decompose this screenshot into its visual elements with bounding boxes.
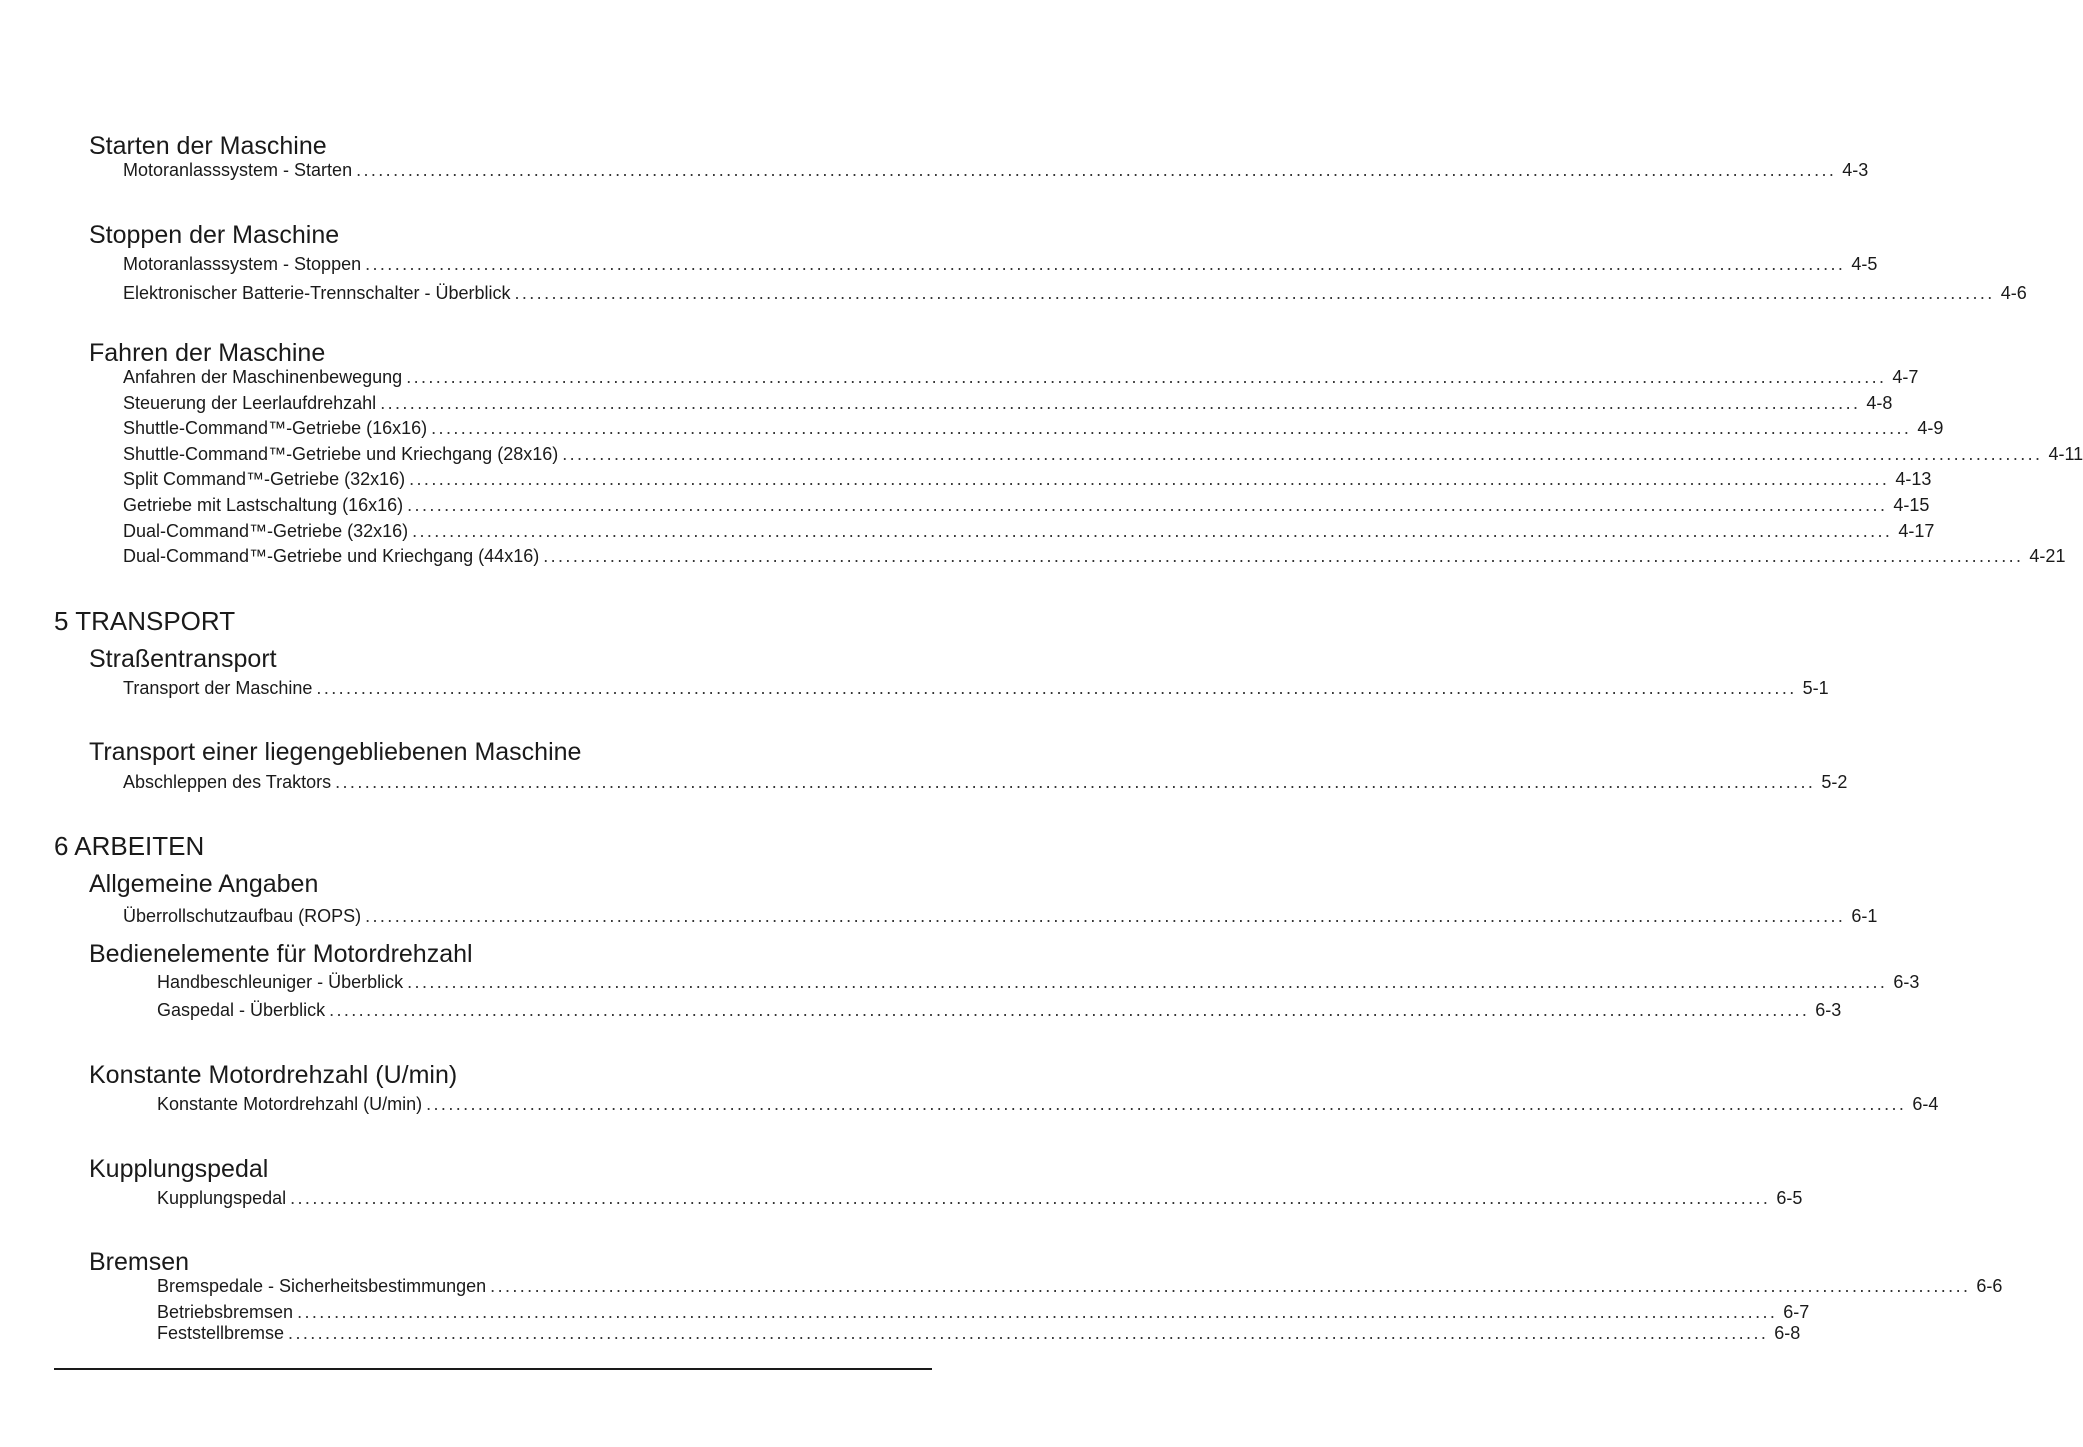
toc-entry-label: Dual-Command™-Getriebe und Kriechgang (44x16): [123, 546, 540, 566]
toc-entry-label: Gaspedal - Überblick: [157, 1000, 326, 1020]
footer-rule: [54, 1368, 932, 1370]
toc-entry[interactable]: [123, 771, 1848, 793]
toc-leader-dots: ........................................................................................................................................................................................................: [426, 1094, 1907, 1114]
toc-section-heading: Konstante Motordrehzahl (U/min): [89, 1061, 458, 1089]
toc-leader-dots: ........................................................................................................................................................................................................: [407, 972, 1888, 992]
toc-entry-label: Handbeschleuniger - Überblick: [157, 972, 404, 992]
toc-section-heading: Stoppen der Maschine: [89, 221, 340, 249]
toc-leader-dots: ........................................................................................................................................................................................................: [406, 367, 1887, 387]
toc-entry-page: 4-17: [1898, 521, 1935, 541]
toc-entry[interactable]: [123, 545, 2066, 567]
toc-entry-page: 5-2: [1821, 772, 1848, 792]
toc-leader-dots: ........................................................................................................................................................................................................: [335, 772, 1816, 792]
toc-entry-label: Abschleppen des Traktors: [123, 772, 332, 792]
toc-leader-dots: ........................................................................................................................................................................................................: [356, 160, 1837, 180]
toc-leader-dots: ........................................................................................................................................................................................................: [365, 254, 1846, 274]
toc-entry-page: 4-21: [2029, 546, 2066, 566]
toc-entry-label: Transport der Maschine: [123, 678, 313, 698]
toc-chapter-heading: 6 ARBEITEN: [54, 831, 205, 861]
toc-entry[interactable]: [123, 366, 1919, 388]
toc-section-heading: Fahren der Maschine: [89, 339, 326, 367]
toc-entry-label: Motoranlasssystem - Starten: [123, 160, 353, 180]
toc-entry-page: 4-8: [1866, 393, 1893, 413]
toc-leader-dots: ........................................................................................................................................................................................................: [365, 906, 1846, 926]
toc-section-heading: Bedienelemente für Motordrehzahl: [89, 940, 473, 968]
toc-entry-page: 6-7: [1783, 1302, 1810, 1322]
toc-entry-label: Feststellbremse: [157, 1323, 285, 1343]
toc-entry-page: 4-6: [2000, 283, 2027, 303]
toc-entry[interactable]: [123, 417, 1944, 439]
toc-entry-label: Betriebsbremsen: [157, 1302, 294, 1322]
toc-entry-page: 6-8: [1774, 1323, 1801, 1343]
toc-entry-page: 4-9: [1917, 418, 1944, 438]
toc-entry-page: 4-15: [1893, 495, 1930, 515]
toc-leader-dots: ........................................................................................................................................................................................................: [297, 1302, 1778, 1322]
toc-entry[interactable]: [123, 520, 1935, 542]
toc-entry[interactable]: [123, 494, 1930, 516]
toc-leader-dots: ........................................................................................................................................................................................................: [290, 1188, 1771, 1208]
toc-entry[interactable]: [157, 999, 1842, 1021]
toc-leader-dots: ........................................................................................................................................................................................................: [562, 444, 2043, 464]
toc-leader-dots: ........................................................................................................................................................................................................: [543, 546, 2024, 566]
toc-entry[interactable]: [123, 905, 1878, 927]
toc-entry[interactable]: [157, 1322, 1801, 1344]
toc-section-heading: Allgemeine Angaben: [89, 870, 319, 898]
toc-entry-label: Überrollschutzaufbau (ROPS): [123, 906, 362, 926]
toc-entry-page: 6-3: [1893, 972, 1920, 992]
toc-entry-page: 4-11: [2048, 444, 2083, 464]
toc-entry[interactable]: [123, 392, 1893, 414]
toc-entry[interactable]: [157, 1187, 1803, 1209]
toc-section-heading: Kupplungspedal: [89, 1155, 269, 1183]
toc-section-heading: Bremsen: [89, 1248, 190, 1276]
toc-leader-dots: ........................................................................................................................................................................................................: [409, 469, 1890, 489]
toc-entry-page: 6-4: [1912, 1094, 1939, 1114]
toc-entry[interactable]: [123, 282, 2027, 304]
toc-entry-label: Dual-Command™-Getriebe (32x16): [123, 521, 409, 541]
toc-entry-label: Kupplungspedal: [157, 1188, 287, 1208]
toc-entry-label: Elektronischer Batterie-Trennschalter - Überblick: [123, 283, 511, 303]
toc-chapter-heading: 5 TRANSPORT: [54, 606, 236, 636]
toc-entry-label: Shuttle-Command™-Getriebe (16x16): [123, 418, 428, 438]
toc-entry-page: 6-3: [1815, 1000, 1842, 1020]
toc-entry[interactable]: [123, 253, 1878, 275]
toc-leader-dots: ........................................................................................................................................................................................................: [412, 521, 1893, 541]
toc-entry[interactable]: [157, 971, 1920, 993]
toc-leader-dots: ........................................................................................................................................................................................................: [407, 495, 1888, 515]
toc-entry-label: Steuerung der Leerlaufdrehzahl: [123, 393, 377, 413]
toc-entry[interactable]: [123, 677, 1829, 699]
toc-entry-page: 4-5: [1851, 254, 1878, 274]
toc-entry[interactable]: [157, 1275, 2003, 1297]
toc-entry-page: 4-13: [1895, 469, 1932, 489]
toc-entry-page: 4-7: [1892, 367, 1919, 387]
toc-entry-page: 4-3: [1842, 160, 1869, 180]
toc-entry[interactable]: [157, 1093, 1939, 1115]
toc-entry-page: 6-6: [1976, 1276, 2003, 1296]
toc-entry[interactable]: [157, 1301, 1810, 1323]
toc-entry-label: Motoranlasssystem - Stoppen: [123, 254, 362, 274]
toc-section-heading: Transport einer liegengebliebenen Maschine: [89, 738, 582, 766]
toc-entry-label: Shuttle-Command™-Getriebe und Kriechgang (28x16): [123, 444, 559, 464]
toc-entry-page: 6-1: [1851, 906, 1878, 926]
toc-entry[interactable]: [123, 468, 1932, 490]
toc-leader-dots: ........................................................................................................................................................................................................: [431, 418, 1912, 438]
toc-entry-label: Anfahren der Maschinenbewegung: [123, 367, 403, 387]
toc-entry-label: Bremspedale - Sicherheitsbestimmungen: [157, 1276, 487, 1296]
toc-section-heading: Straßentransport: [89, 645, 277, 673]
toc-entry-label: Getriebe mit Lastschaltung (16x16): [123, 495, 404, 515]
toc-entry-page: 6-5: [1776, 1188, 1803, 1208]
toc-entry-label: Split Command™-Getriebe (32x16): [123, 469, 406, 489]
toc-leader-dots: ........................................................................................................................................................................................................: [380, 393, 1861, 413]
toc-entry[interactable]: [123, 443, 2083, 465]
toc-entry-label: Konstante Motordrehzahl (U/min): [157, 1094, 423, 1114]
toc-leader-dots: ........................................................................................................................................................................................................: [316, 678, 1797, 698]
toc-entry[interactable]: [123, 159, 1869, 181]
toc-leader-dots: ........................................................................................................................................................................................................: [288, 1323, 1769, 1343]
toc-leader-dots: ........................................................................................................................................................................................................: [329, 1000, 1810, 1020]
toc-leader-dots: ........................................................................................................................................................................................................: [514, 283, 1995, 303]
toc-leader-dots: ........................................................................................................................................................................................................: [490, 1276, 1971, 1296]
toc-entry-page: 5-1: [1802, 678, 1829, 698]
toc-section-heading: Starten der Maschine: [89, 132, 327, 160]
